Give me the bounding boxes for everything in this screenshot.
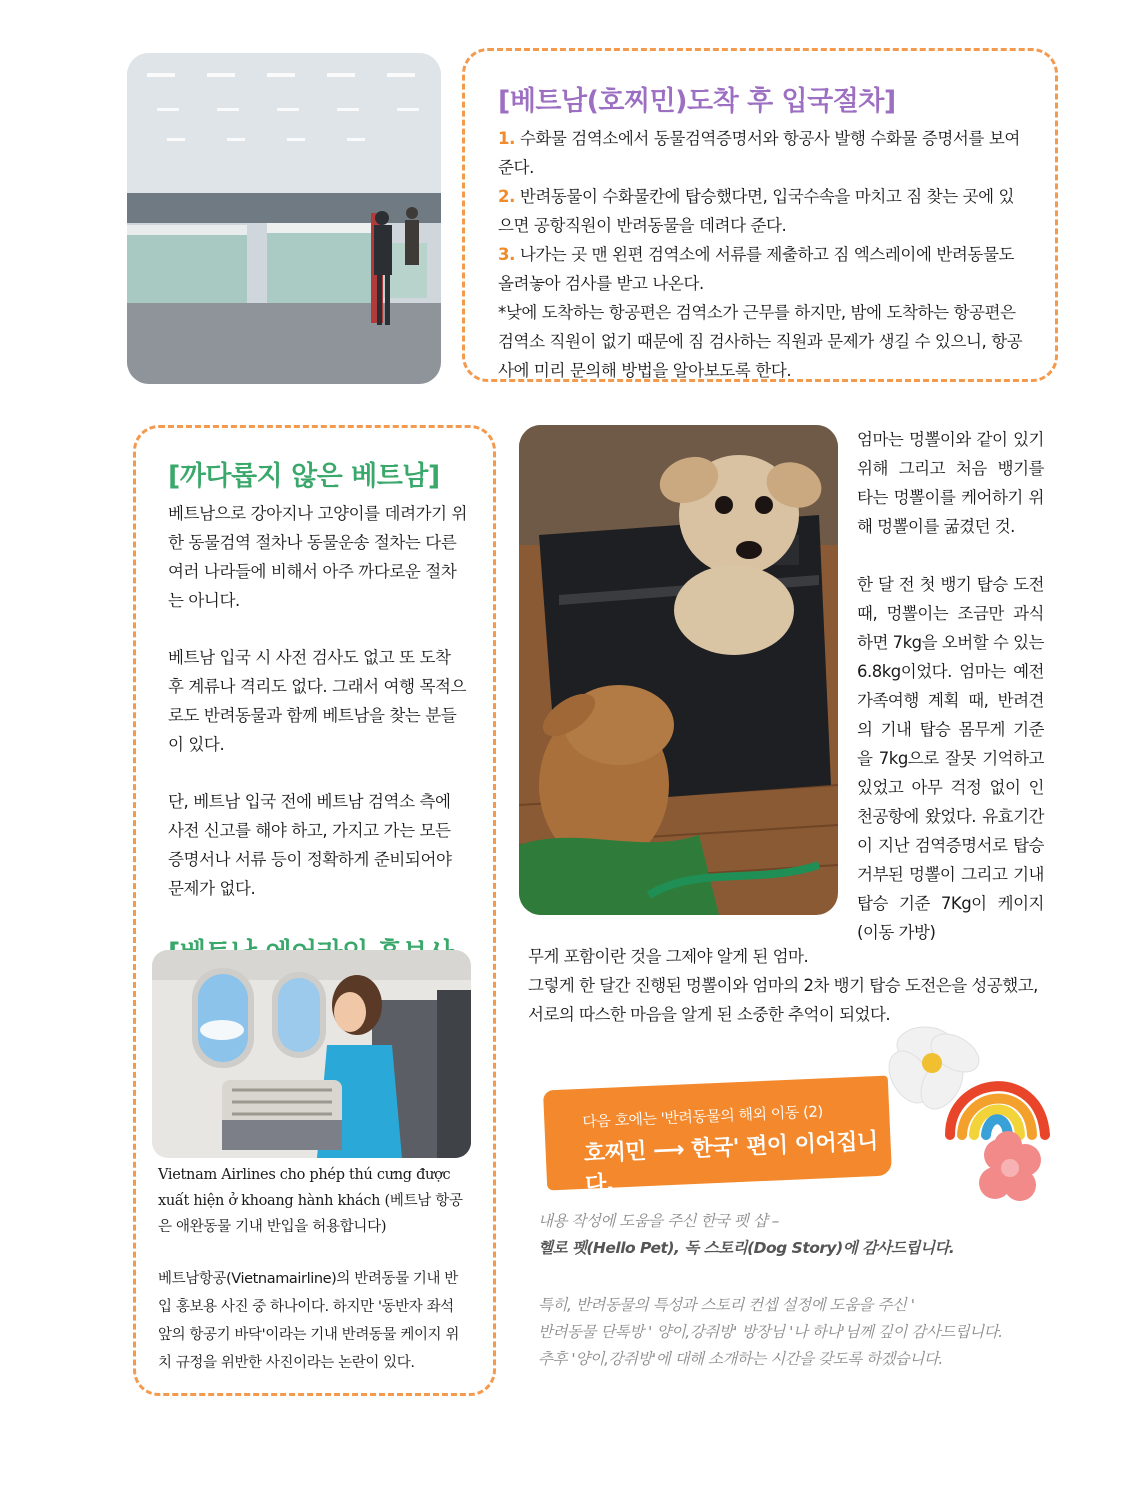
story-line: 서로의 따스한 마음을 알게 된 소중한 추억이 되었다. [528,1005,891,1024]
flower-rainbow-decoration [880,1005,1060,1205]
arrival-step-2 [498,182,1028,240]
story-side-text [857,425,1044,947]
story-line: 그렇게 한 달간 진행된 멍뽈이와 엄마의 2차 뱅기 탑승 도전은을 성공했고, [528,976,1038,995]
step-text: 반려동물이 수화물칸에 탑승했다면, 입국수속을 마치고 짐 찾는 곳에 있으면 공항직원이 반려동물을 데려다 준다. [498,187,1015,235]
step-text: 나가는 곳 맨 왼편 검역소에 서류를 제출하고 짐 엑스레이에 반려동물도 올려놓아 검사를 받고 나온다. [498,245,1015,293]
easy-vietnam-box [133,425,496,1396]
promo-caption-korean: 베트남항공(Vietnamairline)의 반려동물 기내 반입 홍보용 사진 중 하나이다. 하지만 '동반자 좌석 앞의 항공기 바닥'이라는 기내 반려동물 케이지 위치 규정을 위반한 사진이라는 논란이 있다. [158,1271,459,1371]
story-paragraph: 한 달 전 첫 뱅기 탑승 도전 때, 멍뽈이는 조금만 과식하면 7kg을 오버할 수 있는 6.8kg이었다. 엄마는 예전 가족여행 계획 때, 반려견의 기내 탑승 몸무게 기준을 7kg으로 잘못 기억하고 있었고 아무 걱정 없이 인천공항에 왔었다. 유효기간이 지난 검역증명서로 탑승 거부된 멍뽈이 그리고 기내 탑승 기준 7Kg이 케이지(이동 가방) [857,575,1044,942]
story-line: 무게 포함이란 것을 그제야 알게 된 엄마. [528,947,809,966]
next-issue-banner [543,1076,892,1198]
credits-line: 반려동물 단톡방 ' 양이,강쥐방' 방장님 '나 하나'님께 깊이 감사드립니다. [538,1323,1003,1341]
story-paragraph: 엄마는 멍뽈이와 같이 있기 위해 그리고 처음 뱅기를 타는 멍뽈이를 케어하기 위해 멍뽈이를 굶겼던 것. [857,430,1044,536]
arrival-procedure-box [462,48,1058,382]
next-issue-line-1: 다음 호에는 '반려동물의 해외 이동 (2) [581,1102,824,1131]
step-text: 수화물 검역소에서 동물검역증명서와 항공사 발행 수화물 증명서를 보여준다. [498,129,1020,177]
promo-caption-vietnamese: Vietnam Airlines cho phép thú cưng được xuất hiện ở khoang hành khách (베트남 항공은 애완동물 기내 반입을 허용합니다) [158,1167,463,1235]
arrival-title: [베트남(호찌민)도착 후 입국절차] [498,86,896,117]
easy-vietnam-title: [까다롭지 않은 베트남] [168,461,440,492]
arrival-step-1 [498,124,1028,182]
step-number: 3. [498,245,515,264]
step-number: 2. [498,187,515,206]
airport-photo [127,53,441,384]
credits-line: 헬로 펫(Hello Pet), 독 스토리(Dog Story)에 감사드립니다. [538,1239,955,1257]
easy-vietnam-paragraph: 베트남 입국 시 사전 검사도 없고 또 도착 후 계류나 격리도 없다. 그래서 여행 목적으로도 반려동물과 함께 베트남을 찾는 분들이 있다. [168,648,467,754]
dogs-in-carrier-photo [519,425,838,915]
arrival-note: *낮에 도착하는 항공편은 검역소가 근무를 하지만, 밤에 도착하는 항공편은 검역소 직원이 없기 때문에 짐 검사하는 직원과 문제가 생길 수 있으니, 항공사에 미리 문의해 방법을 알아보도록 한다. [498,303,1023,380]
step-number: 1. [498,129,515,148]
easy-vietnam-paragraph: 베트남으로 강아지나 고양이를 데려가기 위한 동물검역 절차나 동물운송 절차는 다른 여러 나라들에 비해서 아주 까다로운 절차는 아니다. [168,504,468,610]
arrival-step-3 [498,240,1028,298]
credits-line: 추후 '양이,강쥐방'에 대해 소개하는 시간을 갖도록 하겠습니다. [538,1350,943,1368]
credits [538,1208,1058,1373]
next-issue-line-2: 호찌민 ⟶ 한국' 편이 이어집니다. [583,1129,879,1198]
easy-vietnam-paragraph: 단, 베트남 입국 전에 베트남 검역소 측에 사전 신고를 해야 하고, 가지고 가는 모든 증명서나 서류 등이 정확하게 준비되어야 문제가 없다. [168,792,452,898]
credits-line: 특히, 반려동물의 특성과 스토리 컨셉 설정에 도움을 주신 ' [538,1296,915,1314]
airline-promo-photo [152,950,471,1158]
credits-line: 내용 작성에 도움을 주신 한국 펫 샵 – [538,1212,779,1230]
